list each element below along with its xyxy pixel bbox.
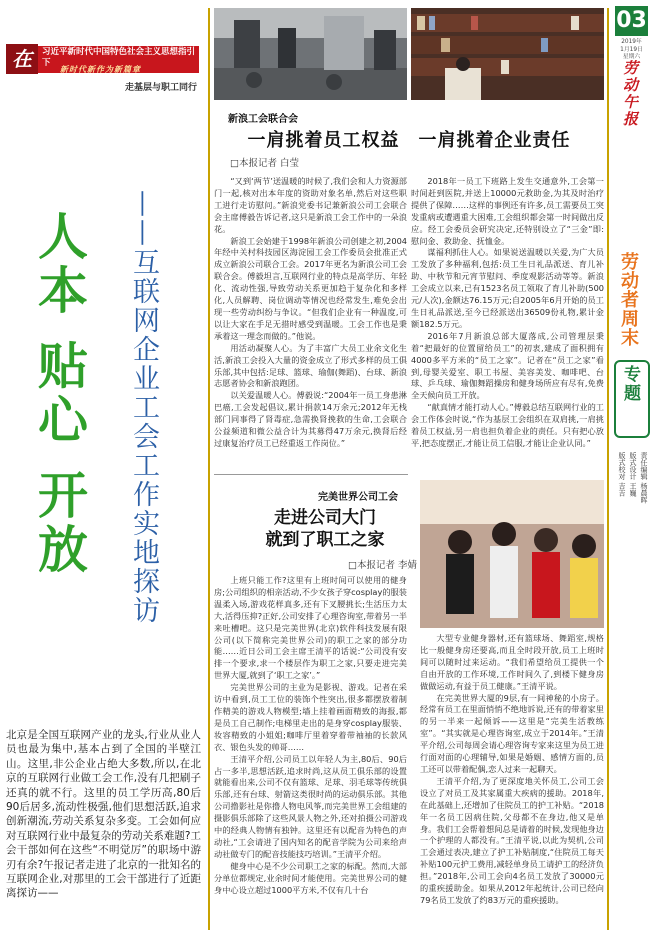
gym-photo <box>214 8 407 100</box>
library-photo <box>411 8 604 100</box>
body-paragraph: “献真情才能打动人心。”傅毅总结互联网行业的工会工作体会时说,“作为基层工会组织在双肩挑,一肩挑着员工权益,另一肩也担负着企业的责任。只有把心放平,把态度摆正,才能让员工信服,才能让企业认同。” <box>411 402 604 448</box>
article2-kicker: 完美世界公司工会 <box>318 492 398 503</box>
issue-weekday: 星期六 <box>622 54 641 60</box>
staff-group-photo <box>420 480 604 628</box>
column-title: 习近平新时代中国特色社会主义思想指引下 <box>42 47 196 68</box>
sub-headline: ——互联网企业工会工作实地探访 <box>128 190 159 625</box>
article1-column-2 <box>411 176 604 450</box>
credit-designer: 版式设计 王巍 <box>629 452 637 497</box>
article2-title <box>240 507 410 551</box>
body-paragraph: 以关爱温暖人心。傅毅说:“2004年一员工身患淋巴癌,工会发起倡议,累计捐款14万余元;2012年无栈部门同事得了肾毒症,急需换肾挽救的生命,工会联合公益频道和微公益合计为其募得47万余元,换肾后经过康复治疗员工已经重返工作岗位。” <box>214 390 407 448</box>
issue-date <box>611 39 652 62</box>
issue-day: 1月19日 <box>620 46 643 53</box>
article1-column-1 <box>214 176 407 450</box>
lead-paragraph: 北京是全国互联网产业的龙头,行业从业人员也最为集中,基本占到了全国的半壁江山。这里,非公企业占绝大多数,所以,在北京的互联网行业做工会工作,没有几把刷子还真的就不行。这里的员工学历高,80后90后居多,流动性极强,他们思想活跃,追求创新潮流,劳动关系复杂多变。工会如何应对互联网行业中最复杂的劳动关系难题?工会干部如何在这些“不明觉厉”的职场中游刃有余?午报记者走进了北京的一批知名的互联网企业,对那里的工会干部进行了近距离探访—— <box>6 729 201 900</box>
column-subtitle: 走基层与职工同行 <box>124 83 197 93</box>
article1-byline: □本报记者 白莹 <box>230 158 299 169</box>
body-paragraph: 新浪工会始建于1998年新浪公司创建之初,2004年经中关村科技园区海淀园工会工作委员会批准正式成立新浪公司联合工会。2017年更名为新浪公司工会联合会。傅毅坦言,互联网行业的特点是高学历、年轻化、流动性强,导致劳动关系更加趋于复杂化和多样化,人员解聘、岗位调动等情况也经常发生,难免会出现一些劳动纠纷与争议。“但我们企业有一种温度,可以让大家在手足无措时感受到温暖。工会工作也是秉承着这一理念而做的。”他说。 <box>214 235 407 341</box>
left-column <box>0 0 205 937</box>
body-paragraph: “又到‘两节’送温暖的时候了,我们会和人力资源部门一起,核对出本年度的资助对象名单,然后对这些职工进行走访慰问。”新浪党委书记兼新浪公司工会联合会主席傅毅告诉记者,这只是新浪工会工作中的一朵浪花。 <box>214 176 407 234</box>
article2-title-line2: 就到了职工之家 <box>265 530 385 550</box>
body-paragraph: 王清平介绍,公司员工以年轻人为主,80后、90后占一多半,思想活跃,追求时尚,这从员工俱乐部的设置就能看出来,公司不仅有篮球、足球、羽毛球等传统俱乐部,还有台球、射箭这类很时尚的运动俱乐部。其他公司撸影社是你撸人物电风筝,而完美世界工会组建的摄影俱乐部除了这些风景人物之外,还对拍摄公司游戏中的经典人物情有独钟。这里还有以配音为特色的声动社,“工会请进了国内知名的配音学院为公司来给声动社做专门的配音技能技巧培训。”王清平介绍。 <box>214 753 407 859</box>
column-slogan: 新时代新作为新篇章 <box>60 65 141 74</box>
body-paragraph: 2016年7月新浪总部大厦落成,公司管理层秉着“把最好的位置留给员工”的初衷,建成了面积拥有4000多平方米的“员工之家”。记者在“员工之家”看到,母婴关爱室、职工书屋、美容美发、咖啡吧、台球、乒乓球、瑜伽舞蹈操房和健身场所应有尽有,免费全天候向员工开放。 <box>411 330 604 401</box>
body-paragraph: 大型专业健身器材,还有篮球场、舞蹈室,规格比一般健身房还要高,而且全时段开放,员工上班时间可以随时过来运动。“我们希望给员工提供一个自由开放的工作环境,工作时间久了,到楼下健身房做做运动,有益于员工健康。”王清平说。 <box>420 633 604 691</box>
page-masthead-strip <box>611 0 652 937</box>
issue-year: 2019年 <box>621 39 642 45</box>
column-divider-right <box>607 8 609 930</box>
section-name: 劳动者周末 <box>618 252 639 347</box>
article2-byline: □本报记者 李婧 <box>348 560 417 571</box>
body-paragraph: 2018年一员工下班路上发生交通意外,工会第一时间赶到医院,并送上10000元救助金,为其及时治疗提供了保障……这样的事例还有许多,员工需要员工突发重病或遭遇重大困难,工会组织都会第一时间做出反应。经工会委员会研究决定,还特别设立了“三金”即:慰问金、救助金、抚恤金。 <box>411 176 604 246</box>
main-headline: 人本 贴心 开放 <box>30 210 88 577</box>
credit-editor: 责任编辑 杨晨晖 <box>640 452 648 504</box>
paper-logo: 劳动午报 <box>621 60 639 128</box>
article2-column-2 <box>420 633 604 907</box>
column-divider-left <box>208 8 210 930</box>
article1-title: 一肩挑着员工权益 一肩挑着企业责任 <box>247 130 571 151</box>
article2-column-1 <box>214 575 407 896</box>
body-paragraph: 王清平介绍,为了更深度地关怀员工,公司工会设立了对员工及其家属重大疾病的援助。2018年,在此基础上,还增加了住院员工的护工补贴。“2018年一名员工因病住院,父母都不在身边,他又是单身。我们工会帮着想间总是请着的时候,发现他身边一个护理的人都没有。”王清平说,以此为契机,公司工会通过表决,建立了护工补贴制度,“住院员工每天补贴100元护工费用,减轻单身员工请护工的经济负担。”2018年,公司工会向4名员工发放了30000元的重疾援助金。如果从2012年起统计,公司已经向79名员工发放了约83万元的重疾援助。 <box>420 775 604 905</box>
page-number: 03 <box>615 6 648 36</box>
body-paragraph: 上班只能工作?这里有上班时间可以使用的健身房;公司组织的相亲活动,不少女孩子穿cosplay的服装温柔入场,游戏花样真多,还有下叉腰挑长;生活压力太大,活得压抑?正好,公司安排了心理咨询室,带着另一半来吐槽吧。这只是完美世界(北京)软件科技发展有限公司(以下简称完美世界公司)的职工之家的部分功能……近日公司工会主席王清平的话说:“公司没有安排一个要求,求一个楼层作为职工之家,只要走进完美世界大厦,就到了‘职工之家’。” <box>214 575 407 681</box>
section-tag: 专题 <box>620 365 640 403</box>
body-paragraph: 健身中心是不少公司职工之家的标配。然而,大部分单位都规定,业余时间才能使用。完美世界公司的健身中心设立超过1000平方米,不仅有几十台 <box>214 860 407 895</box>
article2-title-line1: 走进公司大门 <box>274 508 376 528</box>
body-paragraph: 完美世界公司的主业为是影视、游戏。记者在采访中看到,员工工位的装饰个性突出,很多都摆放着制作精美的游戏人物模型;墙上挂着画面精致的海报,都是员工自己制作;电梯里走出的是身穿cosplay服装、妆容精致的小姐姐;咖啡厅里着穿着带袖袖的长款风衣、银色头发的帅哥…… <box>214 682 407 752</box>
body-paragraph: 在完美世界大厦的9层,有一间神秘的小房子。经常有员工在里面悄悄不绝地诉说,还有的带着家里的另一半来一起倾诉——这里是“完美生活教练室”。“其实就是心理咨询室,成立于2014年。”王清平介绍,公司每周会请心理咨询专家来这里为员工进行面对面的心理辅导,如果是婚姻、感情方面的,员工还可以带着配偶,恋人过来一起聊天。 <box>420 692 604 774</box>
body-paragraph: 用活动凝聚人心。为了丰富广大员工业余文化生活,新浪工会投入大量的资金成立了形式多样的员工俱乐部,其中包括:足球、篮球、瑜伽(舞蹈)、台球、新浪志愿者协会和新浪跑团。 <box>214 342 407 389</box>
article1-kicker: 新浪工会联合会 <box>228 114 298 125</box>
column-badge: 在 <box>6 44 38 74</box>
body-paragraph: 谋福利抓住人心。如果说送温暖以关爱,为广大员工发放了多种福利,包括:员工生日礼品派送、育儿补助、中秋节和元宵节慰问、季度观影活动等等。新浪工会成立以来,已有1523名员工领取了育儿补助(500元/人次),金额达76.15万元;自2005年6月开始的员工生日礼品派送,至今已经派送出36509份礼物,累计金额182.5万元。 <box>411 247 604 329</box>
credit-proofreader: 版式校对 吉吉 <box>618 452 626 497</box>
article-separator <box>214 474 408 475</box>
